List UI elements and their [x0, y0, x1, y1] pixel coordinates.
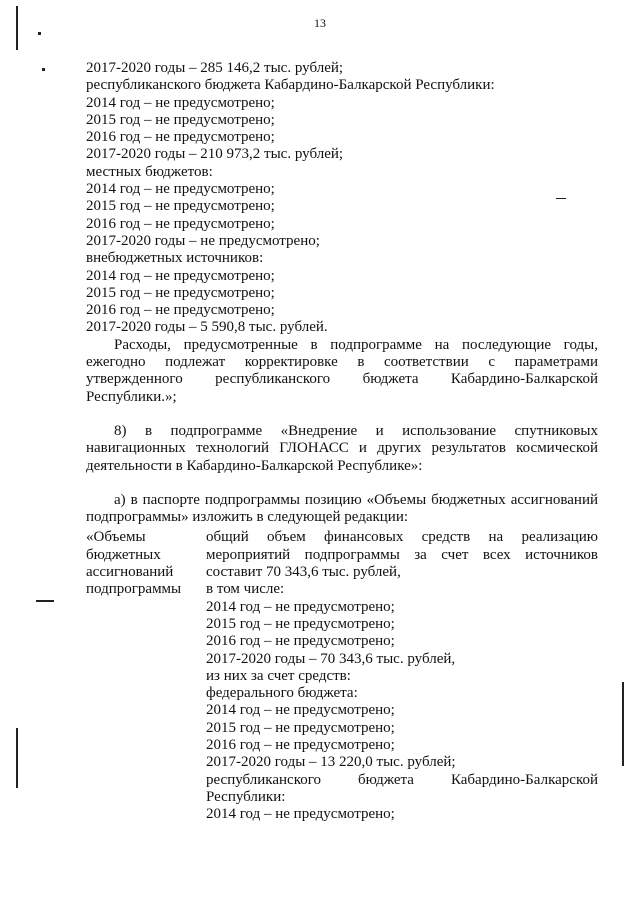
passport-value: [206, 529, 598, 823]
text-line: общий объем финансовых средств на реализацию: [206, 529, 598, 546]
text-line: мероприятий подпрограммы за счет всех источников: [206, 546, 598, 563]
text-line: бюджетных: [86, 546, 161, 563]
text-line: 2014 год – не предусмотрено;: [206, 598, 395, 615]
paragraph-expenses: [86, 337, 598, 406]
text-line: из них за счет средств:: [206, 667, 351, 684]
text-line: федерального бюджета:: [206, 685, 358, 702]
text-line: деятельности в Кабардино-Балкарской Республике»:: [86, 457, 423, 474]
passport-position: [86, 529, 598, 823]
text-line: 8) в подпрограмме «Внедрение и использование спутниковых: [114, 422, 598, 439]
text-line: подпрограммы: [86, 581, 182, 598]
paragraph-passport: [86, 492, 598, 527]
text-line: «Объемы: [86, 529, 146, 546]
text-line: 2016 год – не предусмотрено;: [86, 129, 275, 146]
text-line: 2017-2020 годы – 13 220,0 тыс. рублей;: [206, 754, 456, 771]
text-line: 2017-2020 годы – 70 343,6 тыс. рублей,: [206, 650, 456, 667]
text-line: в том числе:: [206, 581, 285, 598]
text-line: 2014 год – не предусмотрено;: [86, 181, 275, 198]
text-line: навигационных технологий ГЛОНАСС и других результатов космической: [86, 440, 598, 457]
text-line: 2015 год – не предусмотрено;: [206, 615, 395, 632]
text-line: 2015 год – не предусмотрено;: [86, 198, 275, 215]
text-line: внебюджетных источников:: [86, 250, 264, 267]
scan-margin-mark: [42, 68, 45, 71]
text-line: 2014 год – не предусмотрено;: [86, 94, 275, 111]
text-line: 2015 год – не предусмотрено;: [206, 719, 395, 736]
scan-margin-mark: [16, 728, 18, 788]
scan-margin-mark: [36, 600, 54, 602]
text-line: 2016 год – не предусмотрено;: [86, 215, 275, 232]
text-line: ежегодно подлежат корректировке в соответствии с параметрами: [86, 354, 598, 371]
text-line: Республики:: [206, 788, 286, 805]
text-line: 2014 год – не предусмотрено;: [206, 702, 395, 719]
text-line: 2017-2020 годы – 5 590,8 тыс. рублей.: [86, 319, 328, 336]
text-line: республиканского бюджета Кабардино-Балкарской Республики:: [86, 77, 495, 94]
text-line: 2016 год – не предусмотрено;: [206, 633, 395, 650]
passport-label: [86, 529, 206, 823]
text-line: а) в паспорте подпрограммы позицию «Объемы бюджетных ассигнований: [114, 491, 598, 508]
text-line: 2016 год – не предусмотрено;: [86, 302, 275, 319]
text-line: 2015 год – не предусмотрено;: [86, 111, 275, 128]
text-line: Республики.»;: [86, 388, 177, 405]
text-line: утвержденного республиканского бюджета Кабардино-Балкарской: [86, 371, 598, 388]
text-line: 2017-2020 годы – 285 146,2 тыс. рублей;: [86, 60, 344, 76]
text-line: ассигнований: [86, 564, 174, 581]
text-line: подпрограммы» изложить в следующей редакции:: [86, 509, 409, 526]
text-line: 2015 год – не предусмотрено;: [86, 284, 275, 301]
scan-margin-mark: [38, 32, 41, 35]
text-line: 2017-2020 годы – не предусмотрено;: [86, 232, 320, 249]
text-line: 2014 год – не предусмотрено;: [86, 267, 275, 284]
text-line: республиканского бюджета Кабардино-Балкарской: [206, 771, 598, 788]
paragraph-subprogram: [86, 423, 598, 475]
text-line: 2016 год – не предусмотрено;: [206, 736, 395, 753]
text-line: Расходы, предусмотренные в подпрограмме на последующие годы,: [114, 336, 598, 353]
text-line: 2014 год – не предусмотрено;: [206, 806, 395, 823]
text-line: местных бюджетов:: [86, 163, 213, 180]
text-line: 2017-2020 годы – 210 973,2 тыс. рублей;: [86, 146, 344, 163]
text-line: составит 70 343,6 тыс. рублей,: [206, 564, 401, 581]
document-body: [86, 60, 598, 823]
scan-margin-mark: [622, 682, 624, 766]
page-number: 13: [314, 16, 326, 30]
scan-margin-mark: [16, 6, 18, 50]
